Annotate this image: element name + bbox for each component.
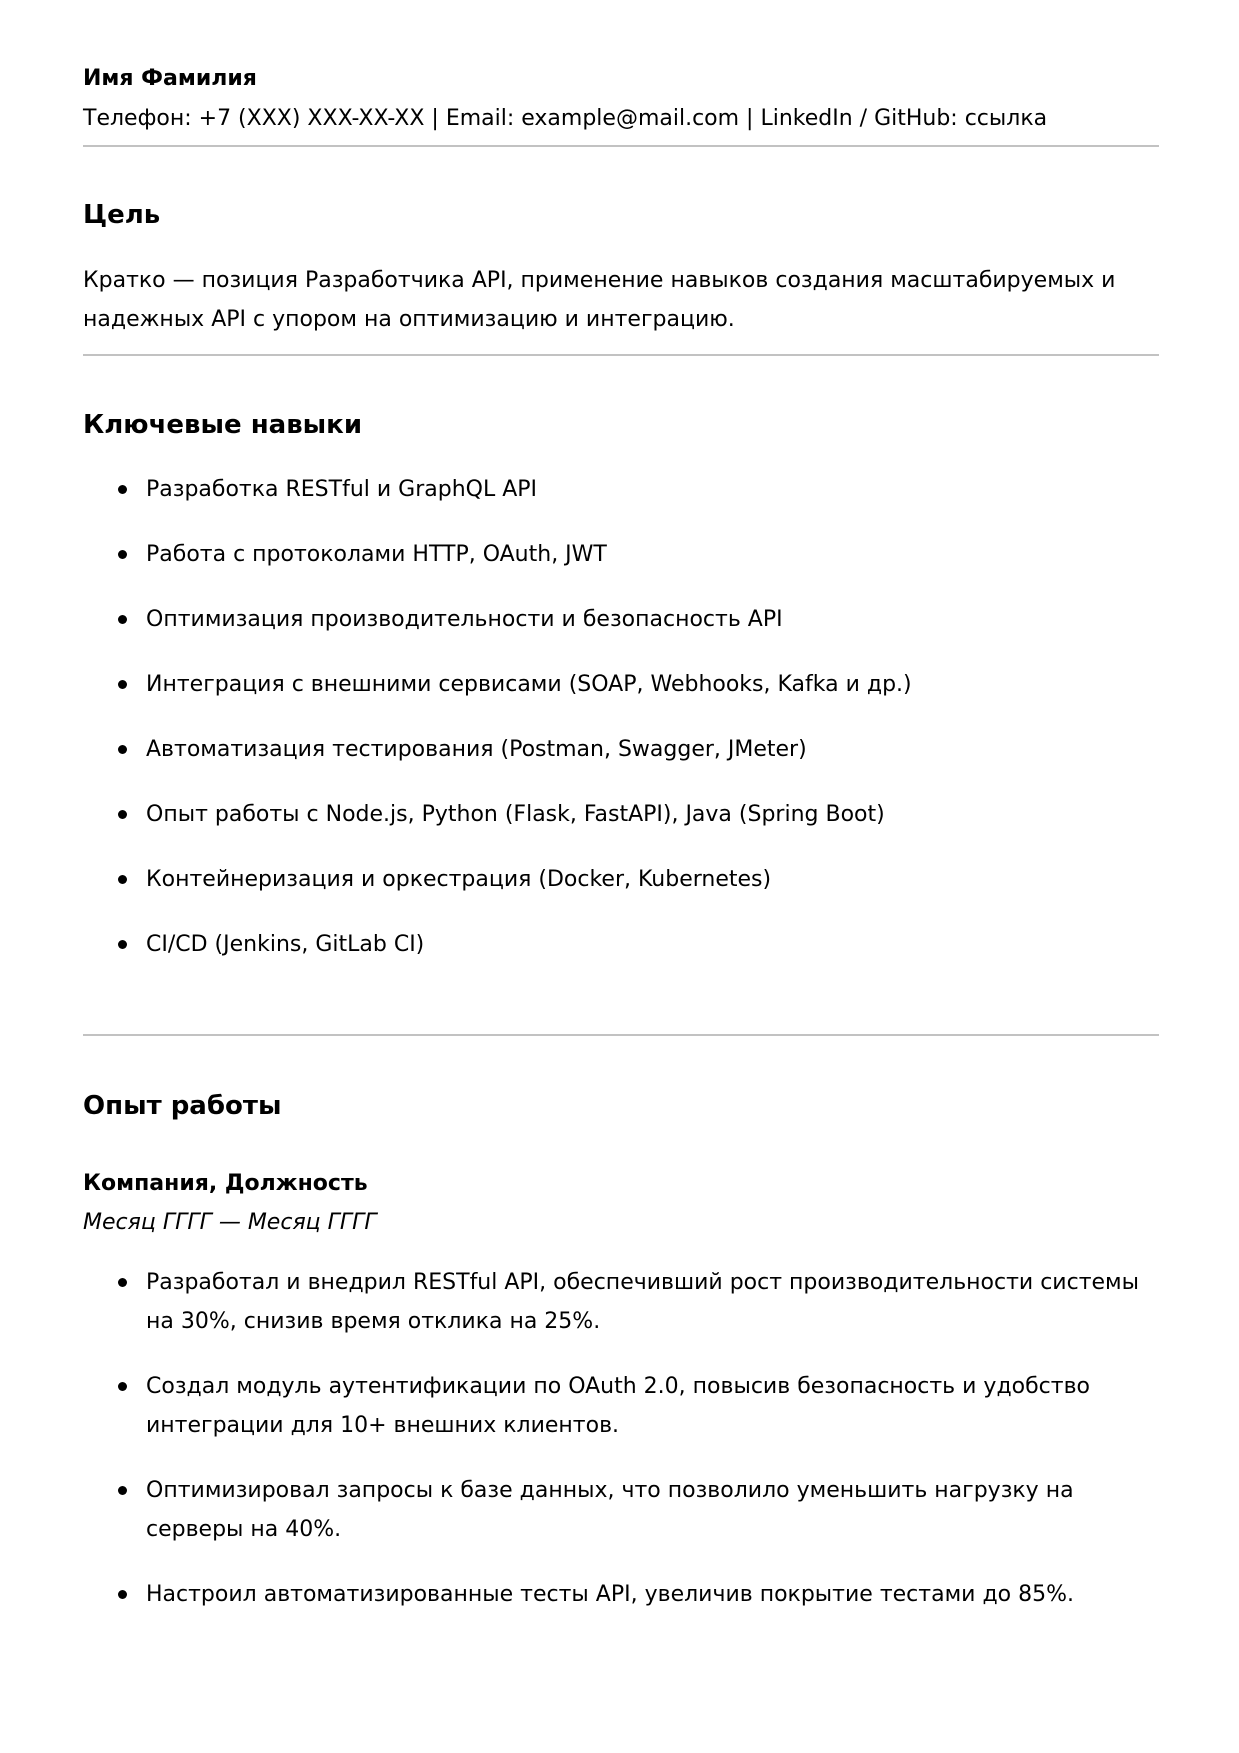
achievement-text: Оптимизировал запросы к базе данных, что позволило уменьшить нагрузку на серверы на 40%. [146,1478,1074,1542]
list-item [83,1575,1159,1640]
bullet-icon [118,940,127,949]
list-item [83,925,1159,990]
bullet-icon [118,875,127,884]
skill-text: Интеграция с внешними сервисами (SOAP, Webhooks, Kafka и др.) [146,672,912,697]
list-item [83,730,1159,795]
skill-text: Оптимизация производительности и безопасность API [146,607,783,632]
skill-text: Контейнеризация и оркестрация (Docker, Kubernetes) [146,867,772,892]
list-item [83,535,1159,600]
contact-line: Телефон: +7 (XXX) XXX-XX-XX | Email: example@mail.com | LinkedIn / GitHub: ссылка [83,106,1048,131]
objective-text: Кратко — позиция Разработчика API, применение навыков создания масштабируемых и надежных API с упором на оптимизацию и интеграцию. [83,268,1116,332]
list-item [83,860,1159,925]
objective-title: Цель [83,200,161,230]
job-title: Компания, Должность [83,1171,368,1196]
bullet-icon [118,810,127,819]
bullet-icon [118,1486,127,1495]
skill-text: Автоматизация тестирования (Postman, Swagger, JMeter) [146,737,807,762]
list-item [83,665,1159,730]
bullet-icon [118,680,127,689]
skill-text: Опыт работы с Node.js, Python (Flask, FastAPI), Java (Spring Boot) [146,802,885,827]
list-item [83,1471,1159,1575]
experience-title: Опыт работы [83,1091,282,1121]
bullet-icon [118,615,127,624]
section-divider [83,1034,1159,1036]
skill-text: Разработка RESTful и GraphQL API [146,477,538,502]
skill-text: Работа с протоколами HTTP, OAuth, JWT [146,542,607,567]
skills-title: Ключевые навыки [83,410,363,440]
list-item [83,470,1159,535]
achievement-text: Создал модуль аутентификации по OAuth 2.0, повысив безопасность и удобство интеграции для 10+ внешних клиентов. [146,1374,1091,1438]
section-divider [83,145,1159,147]
skills-list [83,470,1159,990]
bullet-icon [118,1590,127,1599]
achievement-text: Разработал и внедрил RESTful API, обеспечивший рост производительности системы на 30%, снизив время отклика на 25%. [146,1270,1140,1334]
bullet-icon [118,1278,127,1287]
list-item [83,1367,1159,1471]
list-item [83,600,1159,665]
list-item [83,795,1159,860]
section-divider [83,354,1159,356]
bullet-icon [118,485,127,494]
achievement-text: Настроил автоматизированные тесты API, увеличив покрытие тестами до 85%. [146,1582,1075,1607]
bullet-icon [118,745,127,754]
list-item [83,1263,1159,1367]
skill-text: CI/CD (Jenkins, GitLab CI) [146,932,425,957]
candidate-name: Имя Фамилия [83,66,257,91]
bullet-icon [118,550,127,559]
experience-list [83,1263,1159,1640]
job-dates: Месяц ГГГГ — Месяц ГГГГ [83,1210,377,1235]
bullet-icon [118,1382,127,1391]
